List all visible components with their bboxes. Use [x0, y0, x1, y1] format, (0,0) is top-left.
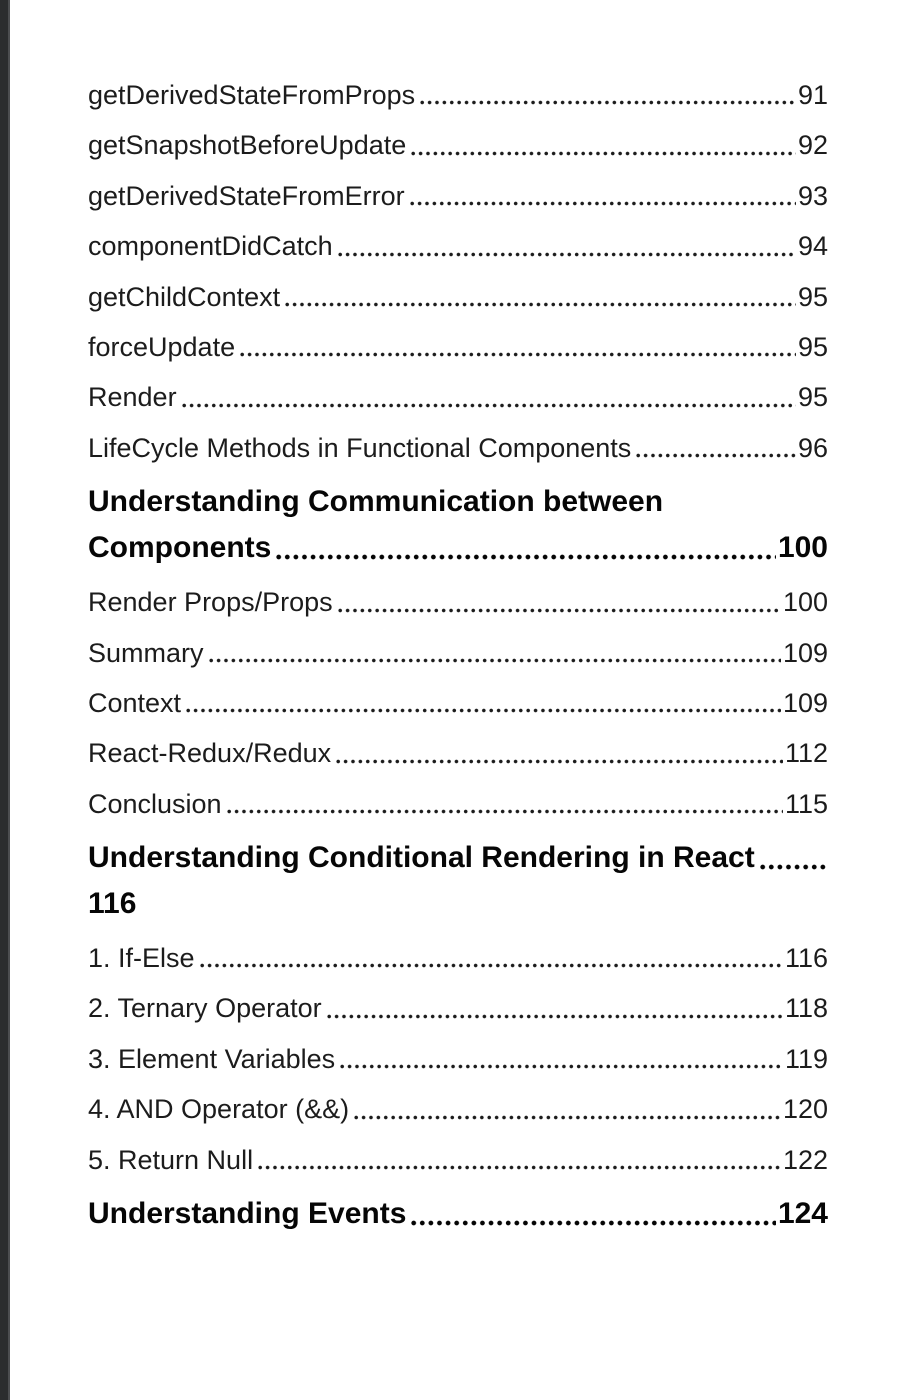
dot-leader: [181, 678, 783, 728]
toc-page-number: 112: [784, 738, 828, 769]
toc-chapter-line[interactable]: [88, 881, 828, 927]
toc-entry[interactable]: [88, 628, 828, 678]
dot-leader: [333, 577, 783, 627]
toc-item-label: 5. Return Null: [88, 1144, 254, 1175]
toc-page-number: 94: [797, 231, 828, 262]
toc-chapter-line[interactable]: [88, 1191, 828, 1237]
dot-leader: [271, 525, 778, 571]
toc-entry[interactable]: [88, 779, 828, 829]
dot-leader: [222, 779, 785, 829]
toc-item-label: Understanding Communication between: [88, 485, 664, 519]
toc-chapter-line[interactable]: [88, 835, 828, 881]
toc-entry[interactable]: [88, 372, 828, 422]
toc-item-label: React-Redux/Redux: [88, 738, 332, 769]
toc-page-number: 96: [797, 432, 828, 463]
toc-page-number: 100: [782, 587, 828, 618]
toc-page-number: 122: [782, 1144, 828, 1175]
toc-item-label: Components: [88, 531, 272, 565]
toc-entry[interactable]: [88, 678, 828, 728]
page-spine-edge: [0, 0, 10, 1400]
toc-page-number: 95: [797, 331, 828, 362]
dot-leader: [253, 1135, 783, 1185]
toc-page-number: 100: [777, 531, 828, 565]
toc-page-number: 118: [784, 993, 828, 1024]
dot-leader: [405, 171, 798, 221]
toc-chapter-line[interactable]: [88, 479, 828, 525]
toc-item-label: 2. Ternary Operator: [88, 993, 322, 1024]
toc-page-number: 119: [784, 1043, 828, 1074]
toc-item-label: Conclusion: [88, 788, 222, 819]
toc-item-label: Context: [88, 687, 182, 718]
toc-item-label: getChildContext: [88, 281, 281, 312]
toc-item-label: Understanding Events: [88, 1197, 407, 1231]
toc-page-number: 91: [797, 80, 828, 110]
toc-entry[interactable]: [88, 1135, 828, 1185]
toc-item-label: Understanding Conditional Rendering in React: [88, 841, 755, 875]
toc-item-label: LifeCycle Methods in Functional Components: [88, 432, 632, 463]
toc-page-number: 115: [784, 788, 828, 819]
toc-item-label: componentDidCatch: [88, 231, 333, 262]
toc-entry[interactable]: [88, 221, 828, 271]
toc-item-label: 116: [88, 887, 137, 921]
dot-leader: [335, 1034, 785, 1084]
toc-entry[interactable]: [88, 577, 828, 627]
toc-entry[interactable]: [88, 1084, 828, 1134]
toc-page-number: 120: [782, 1094, 828, 1125]
toc-entry[interactable]: [88, 933, 828, 983]
toc-entry[interactable]: [88, 322, 828, 372]
toc-item-label: Render Props/Props: [88, 587, 333, 618]
toc-entry[interactable]: [88, 423, 828, 473]
toc-page-number: 95: [797, 281, 828, 312]
dot-leader: [204, 628, 783, 678]
toc-entry[interactable]: [88, 272, 828, 322]
toc-item-label: getDerivedStateFromProps: [88, 80, 416, 110]
toc-entry[interactable]: [88, 1034, 828, 1084]
dot-leader: [349, 1084, 783, 1134]
toc-page-number: 95: [797, 382, 828, 413]
dot-leader: [406, 120, 798, 170]
toc-page-number: 116: [784, 943, 828, 974]
toc-page-number: 109: [782, 687, 828, 718]
toc-chapter-line[interactable]: [88, 525, 828, 571]
toc-item-label: forceUpdate: [88, 331, 236, 362]
toc-item-label: Render: [88, 382, 177, 413]
toc-entry[interactable]: [88, 983, 828, 1033]
toc-page-number: 92: [797, 130, 828, 161]
toc-item-label: getDerivedStateFromError: [88, 180, 405, 211]
toc-page-number: 124: [777, 1197, 828, 1231]
toc-item-label: getSnapshotBeforeUpdate: [88, 130, 407, 161]
toc-entry[interactable]: [88, 120, 828, 170]
dot-leader: [235, 322, 798, 372]
toc-item-label: 3. Element Variables: [88, 1043, 336, 1074]
dot-leader: [406, 1191, 778, 1237]
dot-leader: [755, 835, 828, 881]
dot-leader: [415, 70, 798, 120]
toc-entry[interactable]: [88, 171, 828, 221]
toc-item-label: 4. AND Operator (&&): [88, 1094, 350, 1125]
dot-leader: [631, 423, 798, 473]
toc-entry[interactable]: [88, 70, 828, 120]
toc-page-number: 93: [797, 180, 828, 211]
dot-leader: [333, 221, 798, 271]
dot-leader: [331, 728, 785, 778]
toc-item-label: 1. If-Else: [88, 943, 195, 974]
dot-leader: [195, 933, 785, 983]
toc-entry[interactable]: [88, 728, 828, 778]
dot-leader: [177, 372, 798, 422]
dot-leader: [280, 272, 798, 322]
toc-item-label: Summary: [88, 637, 204, 668]
dot-leader: [322, 983, 785, 1033]
toc-page-number: 109: [782, 637, 828, 668]
table-of-contents: [88, 70, 828, 1243]
